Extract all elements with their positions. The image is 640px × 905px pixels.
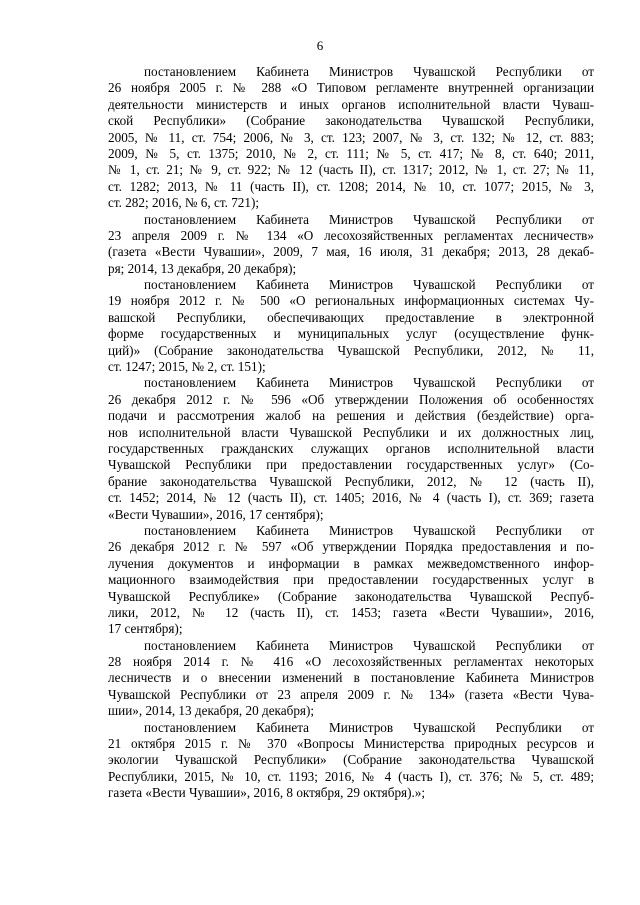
text-line: 2005, № 11, ст. 754; 2006, № 3, ст. 123; 2007, № 3, ст. 132; № 12, ст. 883; [108,129,594,145]
text-line: государственных гражданских служащих органов исполнительной власти [108,440,594,456]
text-line: «Вести Чувашии», 2016, 17 сентября); [108,506,324,522]
text-line: постановлением Кабинета Министров Чувашской Республики от [144,211,594,227]
text-line: 28 ноября 2014 г. № 416 «О лесохозяйственных регламентах некоторых [108,654,594,670]
text-line: лики, 2012, № 12 (часть II), ст. 1453; газета «Вести Чувашии», 2016, [108,604,594,620]
text-line: подачи и рассмотрения жалоб на решения и действия (бездействие) орга- [108,408,594,424]
text-line: Чувашской Республики при предоставлении государственных услуг» (Со- [108,457,594,473]
page-number: 6 [316,38,324,53]
text-line: 26 декабря 2012 г. № 597 «Об утверждении Порядка предоставления и по- [108,539,594,555]
text-line: 2009, № 5, ст. 1375; 2010, № 2, ст. 111; № 5, ст. 417; № 8, ст. 640; 2011, [108,145,594,161]
text-line: ст. 1247; 2015, № 2, ст. 151); [108,359,266,375]
text-line: форме государственных и муниципальных услуг (осуществление функ- [108,326,594,342]
text-line: постановлением Кабинета Министров Чувашской Республики от [144,637,594,653]
text-line: вашской Республики, обеспечивающих предоставление в электронной [108,309,594,325]
text-line: ций)» (Собрание законодательства Чувашской Республики, 2012, № 11, [108,342,594,358]
text-line: ря; 2014, 13 декабря, 20 декабря); [108,260,297,276]
text-line: Республики, 2015, № 10, ст. 1193; 2016, № 4 (часть I), ст. 376; № 5, ст. 489; [108,768,594,784]
paragraph [108,720,594,802]
text-line: ст. 282; 2016, № 6, ст. 721); [108,195,260,211]
paragraph [108,523,594,638]
text-line: ской Республики» (Собрание законодательства Чувашской Республики, [108,113,594,129]
text-line: постановлением Кабинета Министров Чувашской Республики от [144,277,594,293]
text-line: шии», 2014, 13 декабря, 20 декабря); [108,703,315,719]
text-line: 19 ноября 2012 г. № 500 «О региональных информационных системах Чу- [108,293,594,309]
document-body [108,64,594,802]
text-line: ст. 1282; 2013, № 11 (часть II), ст. 1208; 2014, № 10, ст. 1077; 2015, № 3, [108,178,594,194]
text-line: Чувашской Республики от 23 апреля 2009 г. № 134» (газета «Вести Чува- [108,686,594,702]
text-line: (газета «Вести Чувашии», 2009, 7 мая, 16 июля, 31 декабря; 2013, 28 декаб- [108,244,594,260]
text-line: Чувашской Республике» (Собрание законодательства Чувашской Респуб- [108,588,594,604]
text-line: 23 апреля 2009 г. № 134 «О лесохозяйственных регламентах лесничеств» [108,227,594,243]
text-line: нов исполнительной власти Чувашской Республики и их должностных лиц, [108,424,594,440]
text-line: постановлением Кабинета Министров Чувашской Республики от [144,522,594,538]
text-line: ст. 1452; 2014, № 12 (часть II), ст. 1405; 2016, № 4 (часть I), ст. 369; газета [108,490,594,506]
text-line: 17 сентября); [108,621,183,637]
text-line: деятельности министерств и иных органов исполнительной власти Чуваш- [108,96,594,112]
text-line: лесничеств и о внесении изменений в постановление Кабинета Министров [108,670,594,686]
text-line: постановлением Кабинета Министров Чувашской Республики от [144,64,594,79]
text-line: 26 декабря 2012 г. № 596 «Об утверждении Положения об особенностях [108,391,594,407]
text-line: постановлением Кабинета Министров Чувашской Республики от [144,375,594,391]
text-line: газета «Вести Чувашии», 2016, 8 октября, 29 октября).»; [108,785,426,801]
paragraph [108,638,594,720]
text-line: 21 октября 2015 г. № 370 «Вопросы Министерства природных ресурсов и [108,736,594,752]
text-line: 26 ноября 2005 г. № 288 «О Типовом регламенте внутренней организации [108,80,594,96]
text-line: постановлением Кабинета Министров Чувашской Республики от [144,719,594,735]
paragraph [108,277,594,375]
text-line: № 1, ст. 21; № 9, ст. 922; № 12 (часть II), ст. 1317; 2012, № 1, ст. 27; № 11, [108,162,594,178]
text-line: лучения документов и информации в рамках межведомственного инфор- [108,555,594,571]
paragraph [108,64,594,212]
text-line: брание законодательства Чувашской Республики, 2012, № 12 (часть II), [108,473,594,489]
text-line: экологии Чувашской Республики» (Собрание законодательства Чувашской [108,752,594,768]
paragraph [108,212,594,278]
paragraph [108,375,594,523]
text-line: мационного взаимодействия при предоставлении государственных услуг в [108,572,594,588]
